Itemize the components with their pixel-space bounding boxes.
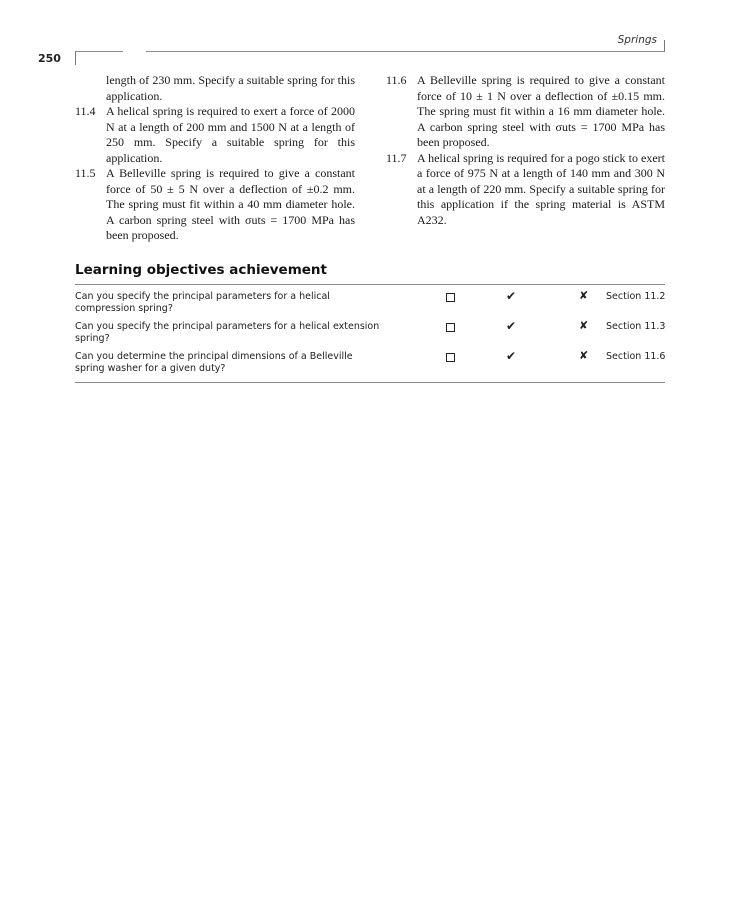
objective-row (75, 351, 665, 381)
objective-question: Can you specify the principal parameters for a helical extension spring? (75, 321, 380, 344)
cross-icon: ✘ (579, 289, 589, 302)
objective-question: Can you determine the principal dimensions of a Belleville spring washer for a given duty? (75, 351, 353, 374)
tick-icon: ✔ (506, 349, 517, 363)
problems-right-column (386, 73, 665, 228)
problem-text: A helical spring is required for a pogo stick to exert a force of 975 N at a length of 140 mm and 300 N at a length of 220 mm. Specify a suitable spring for this application if the spring material is ASTM A232. (417, 150, 665, 227)
problem-11-5 (75, 166, 355, 244)
objective-row (75, 291, 665, 321)
problem-number: 11.4 (75, 104, 96, 118)
objective-row (75, 321, 665, 351)
checkbox[interactable] (446, 293, 455, 302)
objectives-heading: Learning objectives achievement (75, 262, 327, 278)
objectives-bottom-rule (75, 382, 665, 383)
checkbox[interactable] (446, 323, 455, 332)
problem-11-7 (386, 151, 665, 229)
tick-icon: ✔ (506, 319, 517, 333)
folio-tick-rule (75, 51, 76, 65)
problem-text: A Belleville spring is required to give a constant force of 50 ± 5 N over a deflection of ±0.2 mm. The spring must fit within a 40 mm diameter hole. A carbon spring steel with σuts = 1700 MPa has been proposed. (106, 166, 355, 242)
cross-icon: ✘ (579, 319, 589, 332)
tick-icon: ✔ (506, 289, 517, 303)
problems-left-column (75, 73, 355, 244)
problem-number: 11.5 (75, 166, 96, 180)
problem-text: A Belleville spring is required to give a constant force of 10 ± 1 N over a deflection of ±0.15 mm. The spring must fit within a 16 mm diameter hole. A carbon spring steel with σuts = 1700 MPa has been proposed. (417, 73, 665, 149)
page-number: 250 (38, 52, 61, 65)
objective-question: Can you specify the principal parameters for a helical compression spring? (75, 291, 330, 314)
folio-rule (75, 51, 123, 52)
objectives-top-rule (75, 284, 665, 285)
section-reference: Section 11.3 (606, 321, 666, 332)
problem-continuation: length of 230 mm. Specify a suitable spring for this application. (106, 73, 355, 103)
checkbox[interactable] (446, 353, 455, 362)
problem-text: A helical spring is required to exert a force of 2000 N at a length of 200 mm and 1500 N at a length of 250 mm. Specify a suitable spring for this application. (106, 104, 355, 165)
problem-number: 11.6 (386, 73, 407, 87)
problem-number: 11.7 (386, 150, 407, 165)
problem-11-4 (75, 104, 355, 166)
section-reference: Section 11.2 (606, 291, 666, 302)
problem-11-6 (386, 73, 665, 151)
cross-icon: ✘ (579, 349, 589, 362)
section-reference: Section 11.6 (606, 351, 666, 362)
running-head: Springs (617, 34, 657, 46)
header-rule (146, 51, 665, 52)
